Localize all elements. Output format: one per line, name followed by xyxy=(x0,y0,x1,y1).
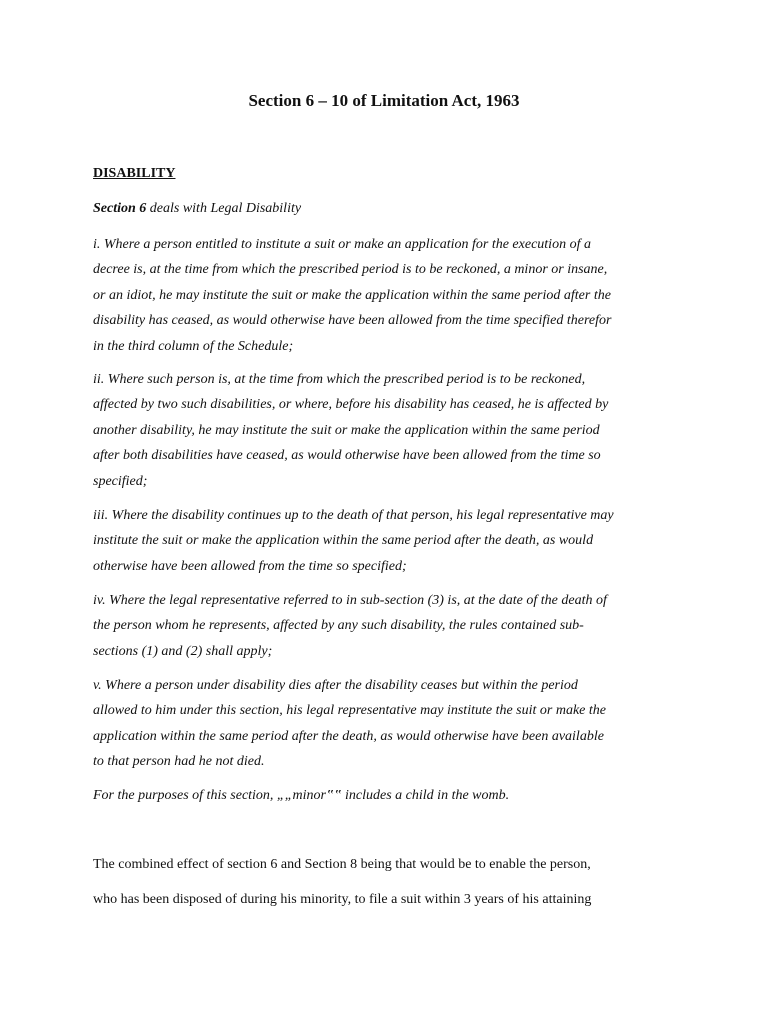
clause-line: iii. Where the disability continues up to the death of that person, his legal representative may xyxy=(93,508,614,523)
document-title: Section 6 – 10 of Limitation Act, 1963 xyxy=(248,91,520,110)
section-number: Section 6 xyxy=(93,201,147,216)
body-line-2: who has been disposed of during his minority, to file a suit within 3 years of his attaining xyxy=(93,892,592,907)
clause-line: v. Where a person under disability dies after the disability ceases but within the period xyxy=(93,678,578,693)
definition-line: For the purposes of this section, „„minor‟‟ includes a child in the womb. xyxy=(93,788,510,803)
clause-line: after both disabilities have ceased, as would otherwise have been allowed from the time so xyxy=(93,448,601,464)
clause-line: i. Where a person entitled to institute a suit or make an application for the execution of a xyxy=(93,237,591,252)
clause-line: iv. Where the legal representative referred to in sub-section (3) is, at the date of the death of xyxy=(93,593,607,608)
clause-line: or an idiot, he may institute the suit or make the application within the same period after the xyxy=(93,287,611,303)
clause-line: allowed to him under this section, his legal representative may institute the suit or make the xyxy=(93,703,606,719)
definition-note xyxy=(93,783,683,808)
clause-line: the person whom he represents, affected by any such disability, the rules contained sub- xyxy=(93,618,584,634)
clause-ii xyxy=(93,367,683,494)
clause-line: in the third column of the Schedule; xyxy=(93,338,294,354)
clause-line: decree is, at the time from which the prescribed period is to be reckoned, a minor or insane, xyxy=(93,262,608,278)
clause-line: to that person had he not died. xyxy=(93,754,265,770)
clause-v xyxy=(93,673,683,775)
clause-line: sections (1) and (2) shall apply; xyxy=(93,643,273,659)
clause-line: specified; xyxy=(93,473,148,489)
clause-line: ii. Where such person is, at the time from which the prescribed period is to be reckoned, xyxy=(93,372,586,387)
clause-line: application within the same period after the death, as would otherwise have been available xyxy=(93,728,604,744)
body-line-1: The combined effect of section 6 and Section 8 being that would be to enable the person, xyxy=(93,857,591,872)
clause-line: disability has ceased, as would otherwise have been allowed from the time specified therefor xyxy=(93,313,612,329)
clause-line: another disability, he may institute the suit or make the application within the same period xyxy=(93,422,600,438)
clause-iv xyxy=(93,588,683,664)
section-intro xyxy=(93,199,301,219)
clause-line: affected by two such disabilities, or where, before his disability has ceased, he is affected by xyxy=(93,397,609,413)
section-intro-text: deals with Legal Disability xyxy=(146,201,302,216)
clause-i xyxy=(93,232,683,359)
clause-iii xyxy=(93,503,683,579)
clause-line: institute the suit or make the application within the same period after the death, as would xyxy=(93,533,594,549)
section-heading-disability: DISABILITY xyxy=(93,166,176,181)
clause-line: otherwise have been allowed from the time so specified; xyxy=(93,558,407,574)
